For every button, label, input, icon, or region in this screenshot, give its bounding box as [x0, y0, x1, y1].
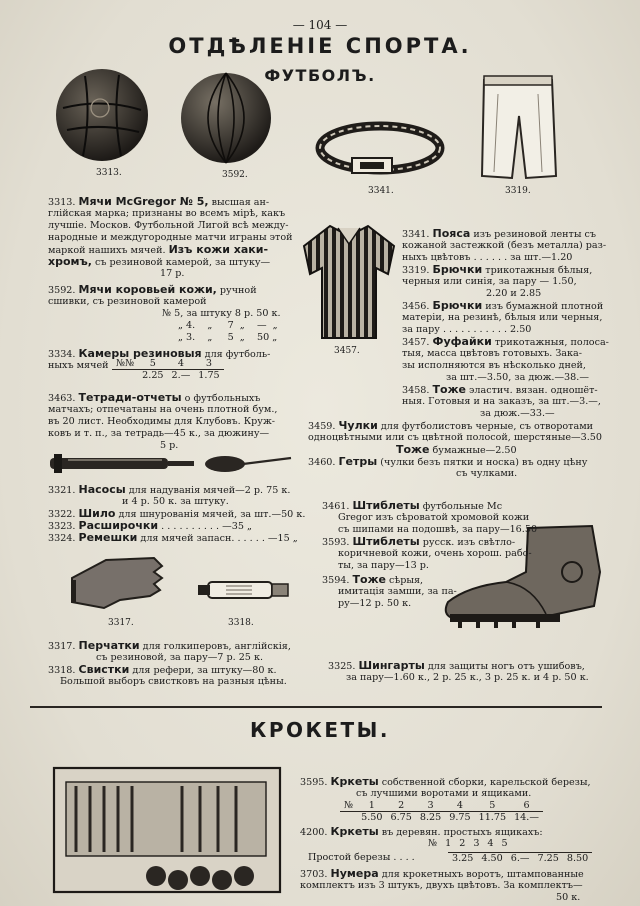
figure-caption: 3592. — [222, 170, 248, 180]
item-3458: 3458. Тоже эластич. вязан. одношёт- — [402, 383, 598, 396]
item-3461: 3461. Штиблеты футбольные Mc — [322, 499, 503, 512]
price-cell: 8.50 — [566, 853, 589, 864]
item-3457: 3457. Фуфайки трикотажныя, полоса- — [402, 335, 609, 348]
whistle-3318-image — [196, 574, 292, 606]
price-cell: 6.75 — [390, 812, 412, 823]
size-number-cell: 5 — [489, 800, 496, 811]
size-number-cell: 3 — [205, 358, 213, 369]
item-3463-text: 5 р. — [160, 440, 179, 451]
size-number-cell: 3 — [427, 800, 434, 811]
item-3334-text: ныхъ мячей — [48, 360, 109, 371]
size-number-cell: 4 — [177, 358, 184, 369]
size-number-cell: 3 — [473, 838, 480, 849]
item-3324: 3324. Ремешки для мячей запасн. . . . . . —15 „ — [48, 531, 298, 544]
item-3341-text: ныхъ цвѣтовъ . . . . . . за шт.—1.20 — [402, 252, 573, 263]
size-number-cell: 5 — [149, 358, 156, 369]
croquet-title: КРОКЕТЫ. — [250, 718, 390, 742]
item-3459: 3459. Чулки для футболистовъ черные, съ отворотами — [308, 419, 594, 432]
item-3321: 3321. Насосы для надуванія мячей—2 р. 75 к. — [48, 483, 291, 496]
item-3456: 3456. Брючки изъ бумажной плотной — [402, 299, 604, 312]
subsection-title: ФУТБОЛЪ. — [264, 66, 376, 85]
item-3313-text: лучшіе. Москов. Футбольной Лигой всѣ между- — [48, 220, 289, 231]
price-cell: 14.— — [514, 812, 539, 823]
item-3592-price-row: „ 4. „ 7 „ — „ — [178, 320, 278, 331]
item-3463-text: матчахъ; отпечатаны на очень плотной бум., — [48, 404, 278, 415]
item-3334-price-table — [112, 358, 224, 381]
figure-caption: 3313. — [96, 168, 122, 178]
item-4200-price-row — [448, 852, 592, 864]
item-3703-text: комплектъ изъ 3 штукъ, двухъ цвѣтовъ. За комплектъ— — [300, 880, 583, 891]
item-3319: 3319. Брючки трикотажныя бѣлыя, — [402, 263, 593, 276]
item-3459-sub: Тоже бумажные—2.50 — [396, 443, 517, 456]
figure-caption: 3319. — [505, 186, 531, 196]
figure-caption: 3341. — [368, 186, 394, 196]
figure-caption: 3317. — [108, 618, 134, 628]
item-3323: 3323. Расширочки . . . . . . . . . . —35 „ — [48, 519, 252, 532]
size-number-cell: 4 — [456, 800, 463, 811]
item-3317-text: съ резиновой, за пару—7 р. 25 к. — [96, 652, 264, 663]
item-3461-text: съ шипами на подошвѣ, за пару—16.50 — [338, 524, 538, 535]
size-number-cell: 1 — [445, 838, 452, 849]
awl-3322-image — [203, 452, 295, 476]
item-4200-row-label: Простой березы . . . . — [308, 852, 415, 863]
item-3319-text: черныя или синія, за пару — 1.50, — [402, 276, 577, 287]
item-3456-text: матеріи, на резинѣ, бѣлыя или черныя, — [402, 312, 603, 323]
glove-3317-image — [66, 548, 166, 614]
item-3313-text: народные и междугородные матчи играны этой — [48, 232, 293, 243]
item-3313-text: хромъ, съ резиновой камерой, за штуку— — [48, 255, 271, 268]
item-3703-text: 50 к. — [556, 892, 581, 903]
item-3593-text: ты, за пару—13 р. — [338, 560, 429, 571]
price-cell: 11.75 — [478, 812, 507, 823]
item-3318-text: Большой выборъ свистковъ на разныя цѣны. — [60, 676, 287, 687]
price-cell: 8.25 — [419, 812, 442, 823]
item-3595: 3595. Кркеты собственной сборки, карельской березы, — [300, 775, 591, 788]
price-cell — [340, 812, 357, 824]
football-ball-3313-image — [55, 68, 150, 163]
size-number-cell: 1 — [368, 800, 375, 811]
item-name: Мячи McGregor № 5, — [78, 195, 209, 208]
item-3457-text: тыя, масса цвѣтовъ готовыхъ. Зака- — [402, 348, 582, 359]
size-number-cell: 5 — [501, 838, 508, 849]
item-3325: 3325. Шингарты для защиты ногъ отъ ушибовъ, — [328, 659, 585, 672]
belt-3341-image — [316, 118, 446, 180]
item-3594-text: имитація замши, за па- — [338, 586, 457, 597]
price-cell: 4.50 — [481, 853, 503, 864]
size-number-cell: 2 — [398, 800, 405, 811]
pump-3321-image — [48, 450, 198, 476]
item-3460: 3460. Гетры (чулки безъ пятки и носка) въ одну цѣну — [308, 455, 588, 468]
shorts-3319-image — [478, 72, 558, 184]
size-number-cell: № — [344, 800, 354, 811]
item-3313-text: маркой нашихъ мячей. Изъ кожи хаки- — [48, 243, 269, 256]
item-3457-text: зы исполняются въ нѣсколько дней, — [402, 360, 586, 371]
item-3592: 3592. Мячи коровьей кожи, ручной — [48, 283, 257, 296]
price-cell: 3.25 — [452, 853, 474, 864]
item-3594-text: ру—12 р. 50 к. — [338, 598, 412, 609]
size-number-cell: 2 — [459, 838, 466, 849]
item-3593: 3593. Штиблеты русск. изъ свѣтло- — [322, 535, 516, 548]
croquet-divider — [30, 706, 602, 708]
price-cell: 6.— — [510, 853, 530, 864]
item-3325-text: за пару—1.60 к., 2 р. 25 к., 3 р. 25 к. и 4 р. 50 к. — [346, 672, 589, 683]
price-cell — [112, 370, 138, 382]
item-3593-text: коричневой кожи, очень хорош. рабо- — [338, 548, 532, 559]
jersey-3457-image — [300, 222, 398, 342]
item-3459-text: одноцвѣтными или съ цвѣтной полосой, шерстяные—3.50 — [308, 432, 603, 443]
item-3463-text: ковъ и т. п., за тетрадь—45 к., за дюжину— — [48, 428, 270, 439]
item-3341: 3341. Пояса изъ резиновой ленты съ — [402, 227, 597, 240]
item-number: 3313. — [48, 197, 76, 208]
item-3460-text: съ чулками. — [456, 468, 518, 479]
size-number-cell: 6 — [523, 800, 530, 811]
item-3313: 3313. Мячи McGregor № 5, высшая ан- — [48, 195, 270, 208]
item-3592-price-row: „ 3. „ 5 „ 50 „ — [178, 332, 278, 343]
item-3458-text: ныя. Готовыя и на заказъ, за шт.—3.—, — [402, 396, 601, 407]
figure-caption: 3318. — [228, 618, 254, 628]
price-cell: 7.25 — [537, 853, 559, 864]
item-3457-text: за шт.—3.50, за дюж.—38.— — [446, 372, 589, 383]
football-ball-3592-image — [180, 72, 272, 164]
price-cell: 1.75 — [198, 370, 220, 381]
item-3458-text: за дюж.—33.— — [480, 408, 555, 419]
page-number: — 104 — — [292, 18, 348, 32]
price-cell: 9.75 — [449, 812, 471, 823]
item-4200: 4200. Кркеты въ деревян. простыхъ ящикахъ: — [300, 825, 543, 838]
item-3592-text: сшивки, съ резиновой камерой — [48, 296, 207, 307]
item-3592-price-row: № 5, за штуку 8 р. 50 к. — [162, 308, 281, 319]
item-3313-price: 17 р. — [160, 268, 185, 279]
item-3594: 3594. Тоже сѣрыя, — [322, 573, 424, 586]
item-3321-text: и 4 р. 50 к. за штуку. — [122, 496, 229, 507]
item-3461-text: Gregor изъ сѣроватой хромовой кожи — [338, 512, 530, 523]
size-number-cell: №№ — [116, 358, 135, 369]
item-3703: 3703. Нумера для крокетныхъ воротъ, штампованные — [300, 867, 584, 880]
figure-caption: 3457. — [334, 346, 360, 356]
item-3322: 3322. Шило для шнурованія мячей, за шт.—50 к. — [48, 507, 306, 520]
price-cell: 5.50 — [361, 812, 383, 823]
item-3456-text: за пару . . . . . . . . . . . 2.50 — [402, 324, 532, 335]
item-3317: 3317. Перчатки для голкиперовъ, англійскія, — [48, 639, 291, 652]
croquet-set-image — [52, 764, 290, 896]
price-cell: 2.— — [171, 370, 191, 381]
item-3334: 3334. Камеры резиновыя для футболь- — [48, 347, 271, 360]
item-3313-text: глійская марка; признаны во всемъ мірѣ, какъ — [48, 208, 286, 219]
size-number-cell: № — [428, 838, 438, 849]
item-3595-price-table — [340, 800, 543, 823]
item-3595-text: съ лучшими воротами и ящиками. — [356, 788, 532, 799]
item-4200-number-row — [424, 838, 512, 849]
size-number-cell: 4 — [487, 838, 494, 849]
item-3318: 3318. Свистки для рефери, за штуку—80 к. — [48, 663, 277, 676]
item-3463: 3463. Тетради-отчеты о футбольныхъ — [48, 391, 261, 404]
section-title: ОТДѢЛЕНІЕ СПОРТА. — [168, 34, 472, 58]
item-3463-text: въ 20 лист. Необходимы для Клубовъ. Круж- — [48, 416, 276, 427]
item-3319-text: 2.20 и 2.85 — [486, 288, 542, 299]
item-3341-text: кожаной застежкой (безъ металла) раз- — [402, 240, 607, 251]
price-cell: 2.25 — [142, 370, 164, 381]
